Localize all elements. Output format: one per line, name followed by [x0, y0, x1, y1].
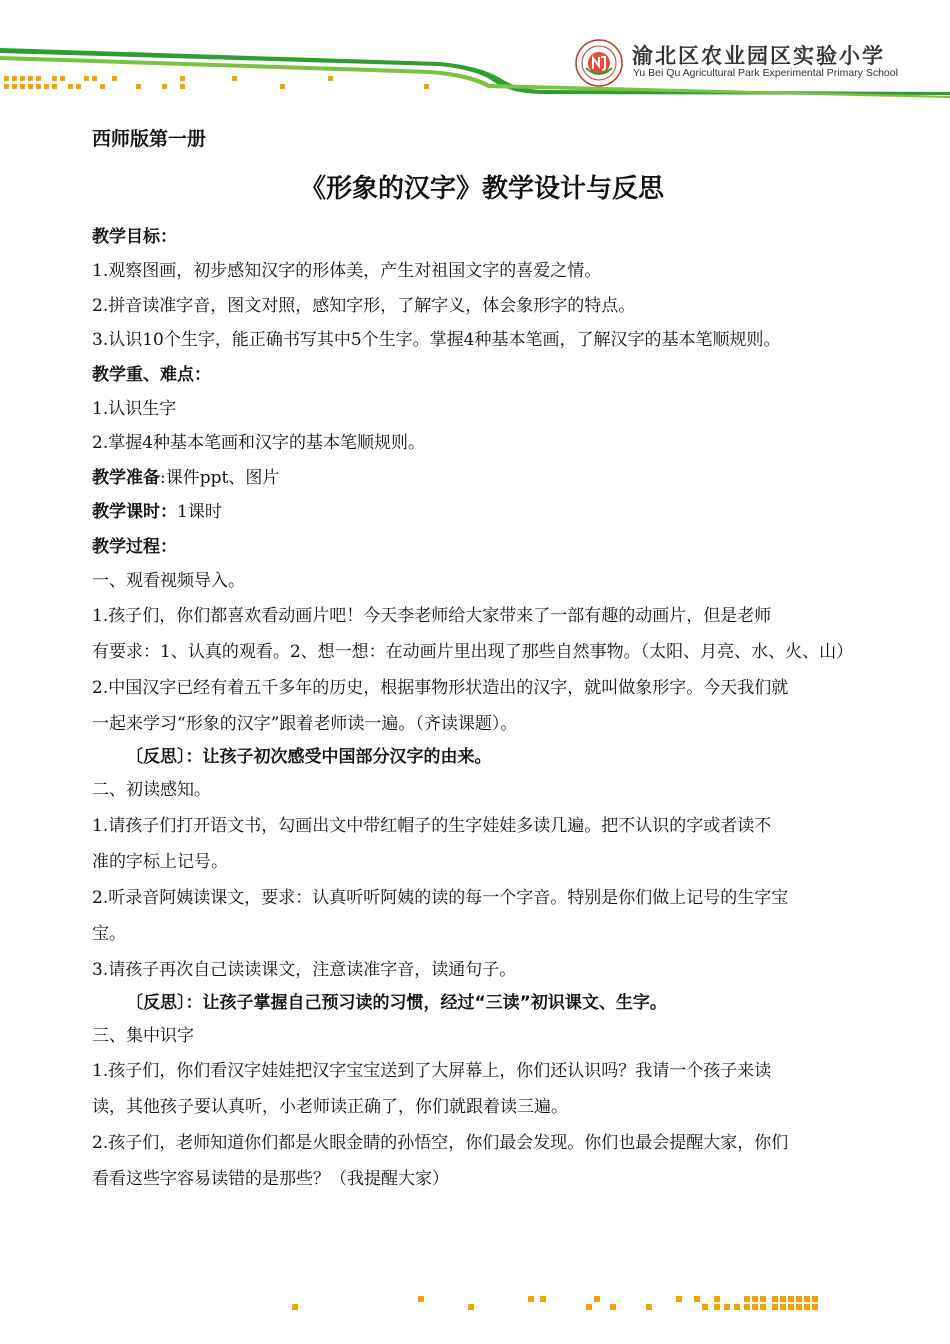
goal-line: 1.观察图画，初步感知汉字的形体美，产生对祖国文字的喜爱之情。: [92, 261, 602, 281]
preparation-line: [92, 461, 872, 496]
school-emblem-icon: [574, 38, 624, 88]
school-name-cn: 渝北区农业园区实验小学: [632, 44, 885, 68]
reflection-note: 〔反思〕：让孩子掌握自己预习读的习惯，经过“三读”初识课文、生字。: [126, 992, 667, 1013]
paragraph-line: 1.孩子们，你们都喜欢看动画片吧！今天李老师给大家带来了一部有趣的动画片，但是老师: [92, 606, 772, 626]
heading-preparation: 教学准备: [92, 467, 160, 488]
paragraph-line: 有要求：1、认真的观看。2、想一想：在动画片里出现了那些自然事物。（太阳、月亮、水、火、山）: [92, 642, 854, 662]
paragraph-line: 看看这些字容易读错的是那些？（我提醒大家）: [92, 1169, 449, 1189]
heading-key-points: 教学重、难点：: [92, 364, 211, 385]
preparation-value: :课件ppt、图片: [160, 467, 280, 488]
paragraph-line: 3.请孩子再次自己读读课文，注意读准字音，读通句子。: [92, 959, 517, 980]
class-hours-line: [92, 495, 872, 530]
edition-label: 西师版第一册: [92, 128, 207, 150]
paragraph-line: 宝。: [92, 923, 126, 944]
paragraph-line: 2.中国汉字已经有着五千多年的历史，根据事物形状造出的汉字，就叫做象形字。今天我们就: [92, 678, 789, 698]
goal-line: 2.拼音读准字音，图文对照，感知字形，了解字义，体会象形字的特点。: [92, 295, 636, 316]
class-hours-value: 1课时: [177, 502, 222, 522]
document-title: 《形象的汉字》教学设计与反思: [299, 174, 664, 204]
key-point-line: 1.认识生字: [92, 398, 177, 419]
page-footer-decoration: [0, 1290, 950, 1320]
section-heading: 二、初读感知。: [92, 780, 211, 800]
reflection-note: 〔反思〕：让孩子初次感受中国部分汉字的由来。: [126, 747, 492, 767]
section-heading: 一、观看视频导入。: [92, 570, 245, 591]
paragraph-line: 准的字标上记号。: [92, 851, 228, 872]
school-name-en: Yu Bei Qu Agricultural Park Experimental Primary School: [633, 67, 898, 79]
page-header: [0, 0, 950, 100]
paragraph-line: 一起来学习“形象的汉字”跟着老师读一遍。（齐读课题）。: [92, 714, 518, 734]
paragraph-line: 1.孩子们，你们看汉字娃娃把汉字宝宝送到了大屏幕上，你们还认识吗？我请一个孩子来读: [92, 1061, 772, 1081]
heading-goals: 教学目标：: [92, 227, 177, 247]
paragraph-line: 2.孩子们，老师知道你们都是火眼金睛的孙悟空，你们最会发现。你们也最会提醒大家，你们: [92, 1133, 789, 1153]
heading-class-hours: 教学课时：: [92, 502, 177, 522]
document-body: [92, 122, 872, 1197]
heading-process: 教学过程：: [92, 536, 177, 557]
section-heading: 三、集中识字: [92, 1025, 194, 1046]
paragraph-line: 2.听录音阿姨读课文，要求：认真听听阿姨的读的每一个字音。特别是你们做上记号的生字宝: [92, 887, 789, 908]
paragraph-line: 1.请孩子们打开语文书，勾画出文中带红帽子的生字娃娃多读几遍。把不认识的字或者读不: [92, 815, 772, 836]
key-point-line: 2.掌握4种基本笔画和汉字的基本笔顺规则。: [92, 433, 426, 453]
paragraph-line: 读，其他孩子要认真听，小老师读正确了，你们就跟着读三遍。: [92, 1097, 568, 1117]
goal-line: 3.认识10个生字，能正确书写其中5个生字。掌握4种基本笔画，了解汉字的基本笔顺规则。: [92, 330, 781, 350]
